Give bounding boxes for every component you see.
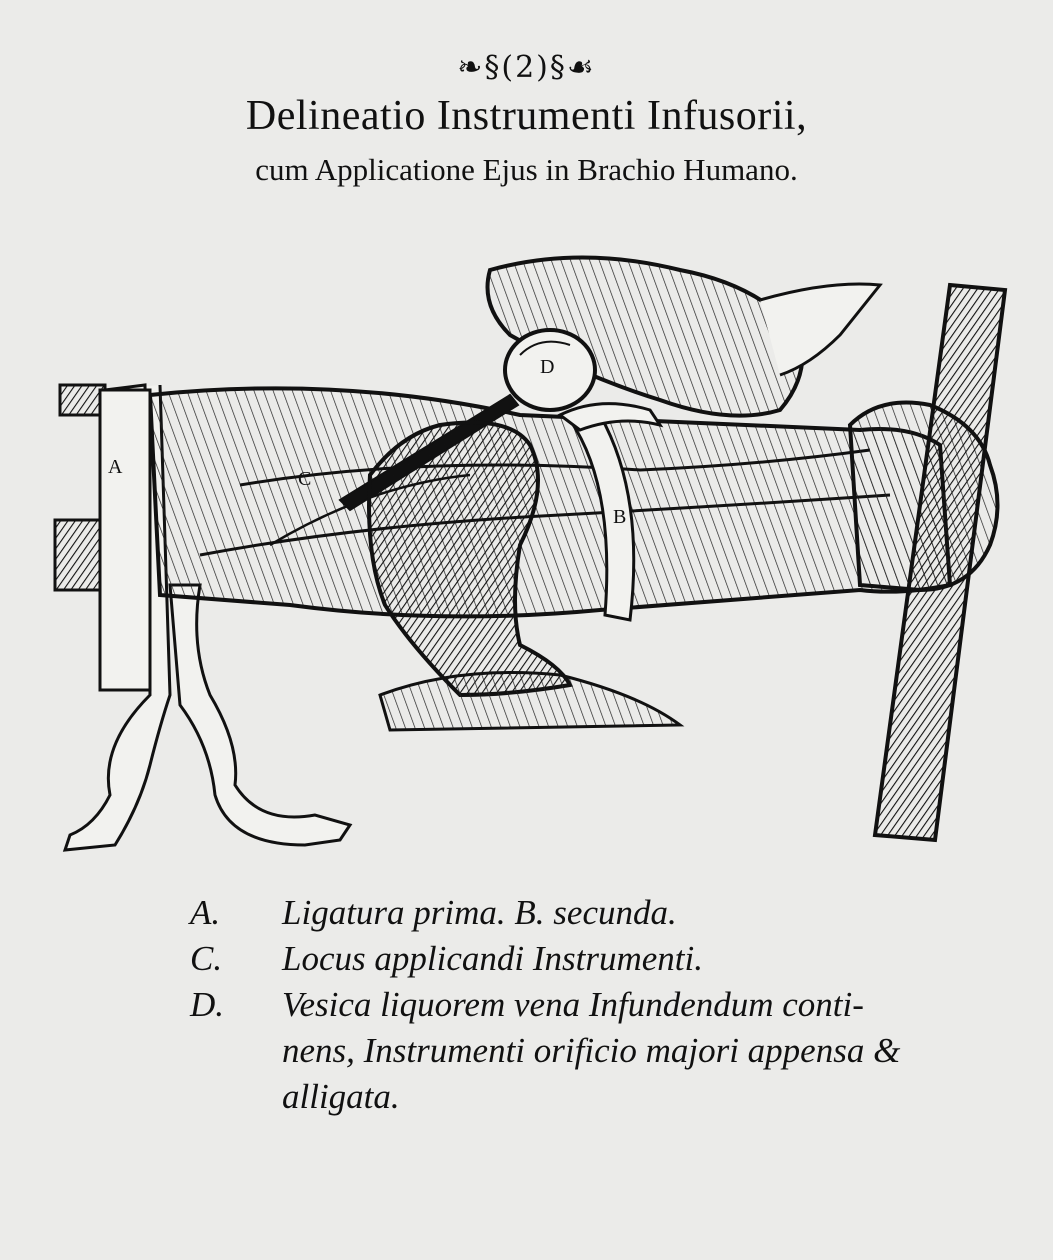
left-ornament-icon: ❧§ [457, 50, 502, 85]
legend-item [190, 890, 990, 936]
figure-label-d: D [540, 356, 555, 378]
legend-key: D. [190, 985, 225, 1024]
legend-text: Locus applicandi Instrumenti. [282, 939, 703, 978]
figure-label-b: B [613, 506, 627, 528]
legend-continuation: nens, Instrumenti orificio majori appensa & [282, 1031, 901, 1070]
figure-label-a: A [108, 456, 123, 478]
legend-text: Vesica liquorem vena Infundendum conti- [282, 985, 864, 1024]
legend-item [190, 982, 990, 1028]
legend-item [190, 936, 990, 982]
arm-infusion-illustration [40, 225, 1030, 875]
legend-text: Ligatura prima. B. secunda. [282, 893, 677, 932]
legend-key: C. [190, 939, 223, 978]
woodcut-engraving [40, 225, 1030, 875]
right-ornament-icon: §☙ [549, 50, 596, 85]
forearm [150, 388, 950, 616]
page-title: Delineatio Instrumenti Infusorii, [245, 93, 808, 139]
page-number [0, 50, 1053, 85]
legend-continuation: alligata. [282, 1077, 400, 1116]
page-subtitle: cum Applicatione Ejus in Brachio Humano. [255, 152, 798, 187]
page-number-value: (2) [501, 50, 550, 85]
legend-key: A. [190, 893, 221, 932]
left-rod [55, 520, 100, 590]
figure-legend [190, 890, 990, 1120]
figure-label-c: C [298, 468, 312, 490]
